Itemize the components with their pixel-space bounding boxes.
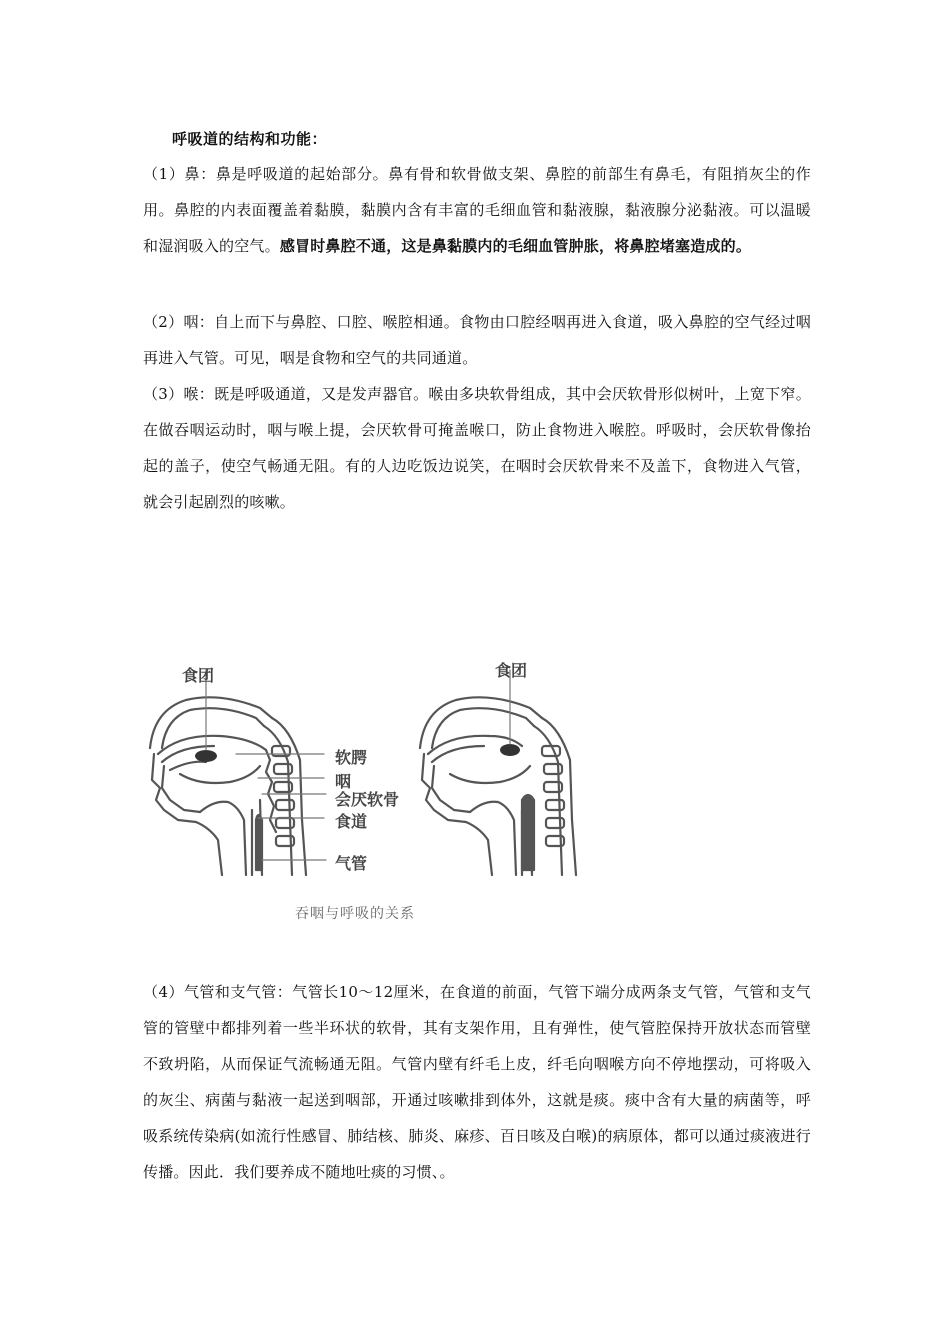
right-head-drawing [420,670,576,875]
paragraph-pharynx: （2）咽：自上而下与鼻腔、口腔、喉腔相通。食物由口腔经咽再进入食道，吸入鼻腔的空气经过咽再进入气管。可见，咽是食物和空气的共同通道。 [143,313,811,367]
paragraph-larynx: （3）喉：既是呼吸通道，又是发声器官。喉由多块软骨组成，其中会厌软骨形似树叶，上宽下窄。在做吞咽运动时，咽与喉上提，会厌软骨可掩盖喉口，防止食物进入喉腔。呼吸时，会厌软骨像抬起的盖子，使空气畅通无阻。有的人边吃饭边说笑，在咽时会厌软骨来不及盖下，食物进入气管，就会引起剧烈的咳嗽。 [143,385,811,511]
label-soft-palate: 软腭 [335,748,368,767]
label-esophagus: 食道 [335,812,368,831]
section-heading: 呼吸道的结构和功能： [172,130,328,148]
label-food-bolus-left: 食团 [182,666,215,685]
paragraph-nose [143,156,811,264]
paragraph-nose-text: （1）鼻：鼻是呼吸道的起始部分。鼻有骨和软骨做支架、鼻腔的前部生有鼻毛，有阻捎灰尘的作用。鼻腔的内表面覆盖着黏膜，黏膜内含有丰富的毛细血管和黏液腺，黏液腺分泌黏液。可以温暖和湿润吸入的空气。 [143,165,811,255]
figure-caption: 吞咽与呼吸的关系 [295,906,415,922]
label-food-bolus-right: 食团 [495,661,528,680]
paragraph-trachea-bronchi: （4）气管和支气管：气管长10～12厘米，在食道的前面，气管下端分成两条支气管，气管和支气管的管壁中都排列着一些半环状的软骨，其有支架作用，且有弹性，使气管腔保持开放状态而管壁不致坍陷，从而保证气流畅通无阻。气管内壁有纤毛上皮，纤毛向咽喉方向不停地摆动，可将吸入的灰尘、病菌与黏液一起送到咽部，开通过咳嗽排到体外，这就是痰。痰中含有大量的病菌等，呼吸系统传染病(如流行性感冒、肺结核、肺炎、麻疹、百日咳及白喉)的病原体，都可以通过痰液进行传播。因此．我们要养成不随地吐痰的习惯、。 [143,983,811,1181]
swallow-breathing-figure [140,650,610,935]
left-head-drawing [150,670,306,875]
paragraph-nose-bold-text: 感冒时鼻腔不通，这是鼻黏膜内的毛细血管肿胀，将鼻腔堵塞造成的。 [279,237,752,255]
anatomy-diagram [140,650,610,900]
label-trachea: 气管 [335,854,368,873]
label-epiglottis: 会厌软骨 [335,790,400,809]
label-pharynx: 咽 [335,772,352,791]
